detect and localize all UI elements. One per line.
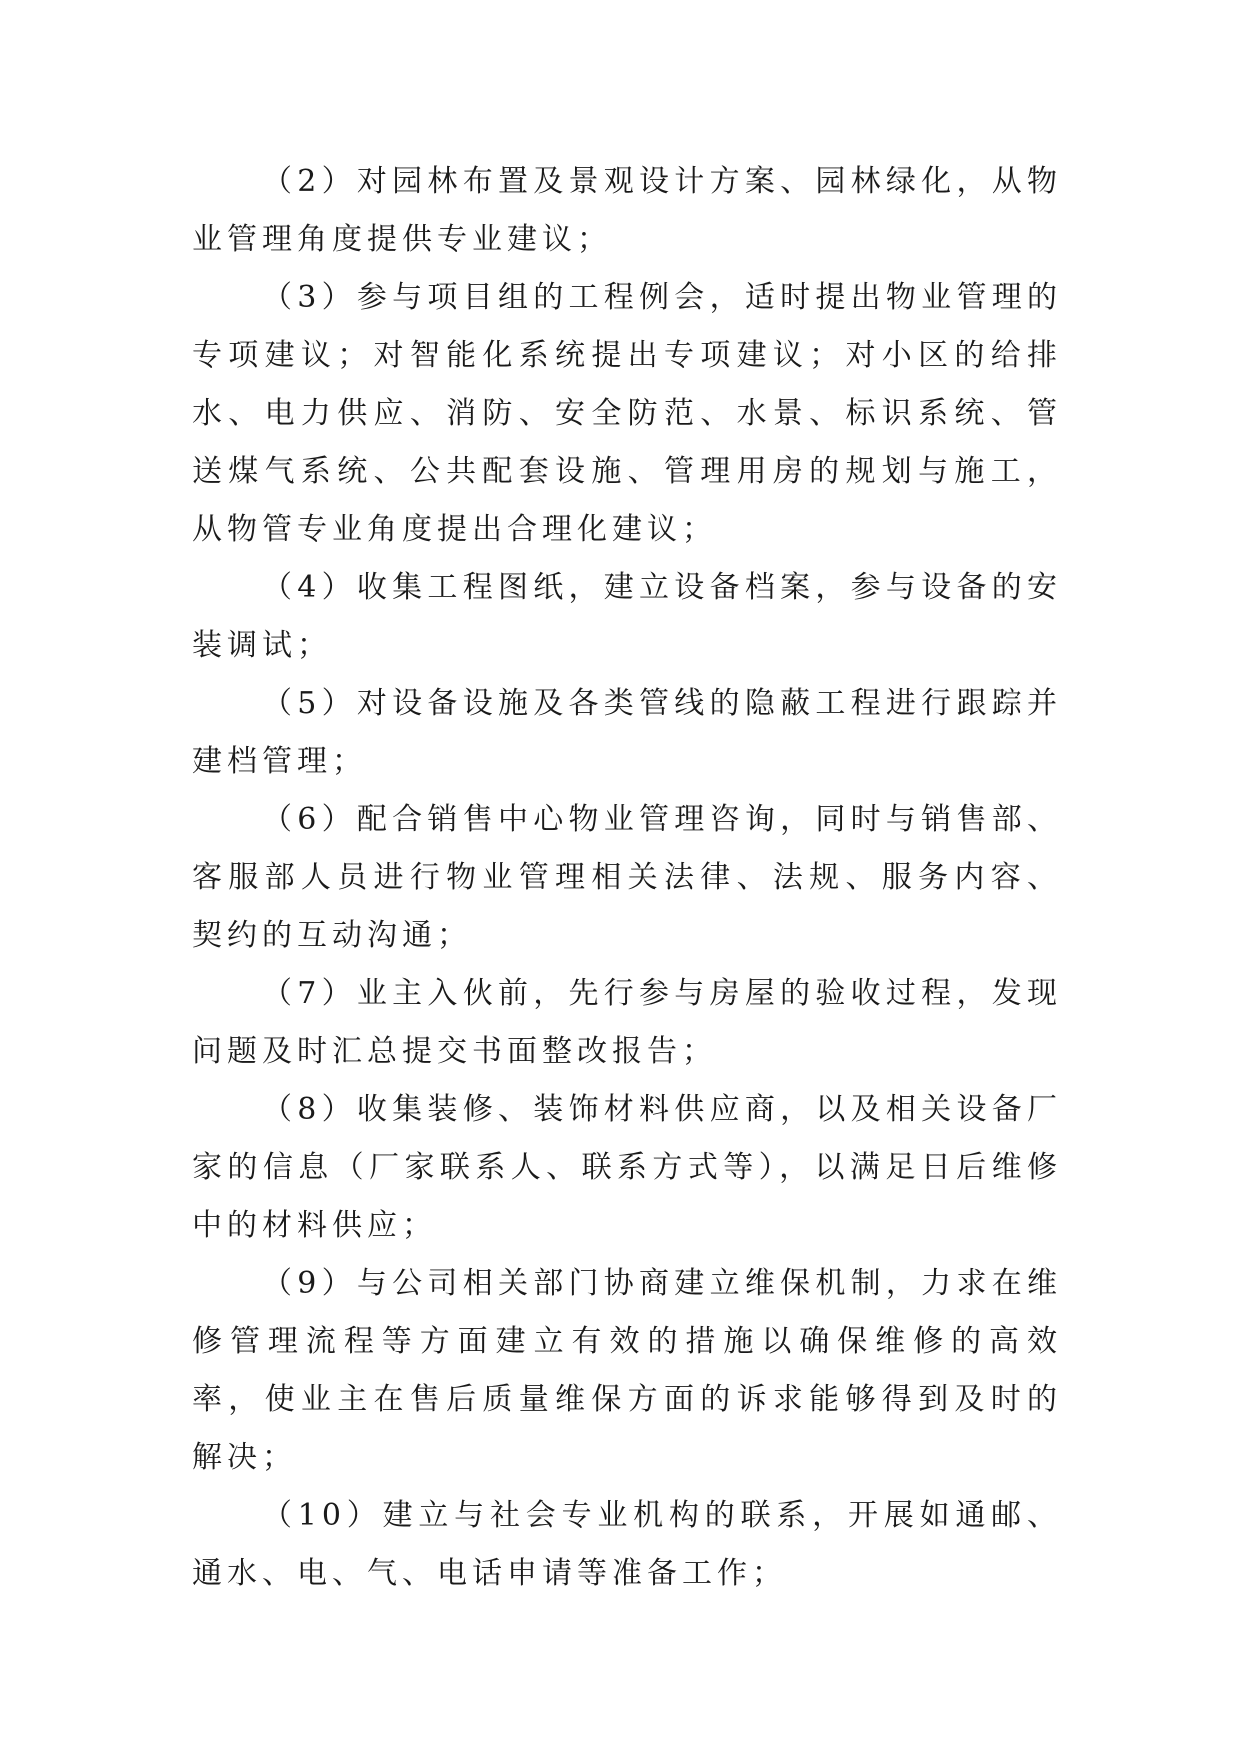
paragraph-item-3: （3）参与项目组的工程例会，适时提出物业管理的专项建议；对智能化系统提出专项建议；对小区的给排水、电力供应、消防、安全防范、水景、标识系统、管送煤气系统、公共配套设施、管理用房的规划与施工，从物管专业角度提出合理化建议； xyxy=(192,280,1062,547)
paragraph-item-7: （7）业主入伙前，先行参与房屋的验收过程，发现问题及时汇总提交书面整改报告； xyxy=(192,976,1062,1069)
paragraph-item-10: （10）建立与社会专业机构的联系，开展如通邮、通水、电、气、电话申请等准备工作； xyxy=(192,1498,1062,1591)
paragraph-item-6: （6）配合销售中心物业管理咨询，同时与销售部、客服部人员进行物业管理相关法律、法规、服务内容、契约的互动沟通； xyxy=(192,802,1062,953)
document-page xyxy=(192,153,1062,1603)
paragraph-item-9: （9）与公司相关部门协商建立维保机制，力求在维修管理流程等方面建立有效的措施以确保维修的高效率，使业主在售后质量维保方面的诉求能够得到及时的解决； xyxy=(192,1266,1062,1475)
paragraph-item-8: （8）收集装修、装饰材料供应商，以及相关设备厂家的信息（厂家联系人、联系方式等），以满足日后维修中的材料供应； xyxy=(192,1092,1062,1243)
paragraph-item-5: （5）对设备设施及各类管线的隐蔽工程进行跟踪并建档管理； xyxy=(192,686,1062,779)
paragraph-item-4: （4）收集工程图纸，建立设备档案，参与设备的安装调试； xyxy=(192,570,1062,663)
paragraph-item-2: （2）对园林布置及景观设计方案、园林绿化，从物业管理角度提供专业建议； xyxy=(192,164,1062,257)
